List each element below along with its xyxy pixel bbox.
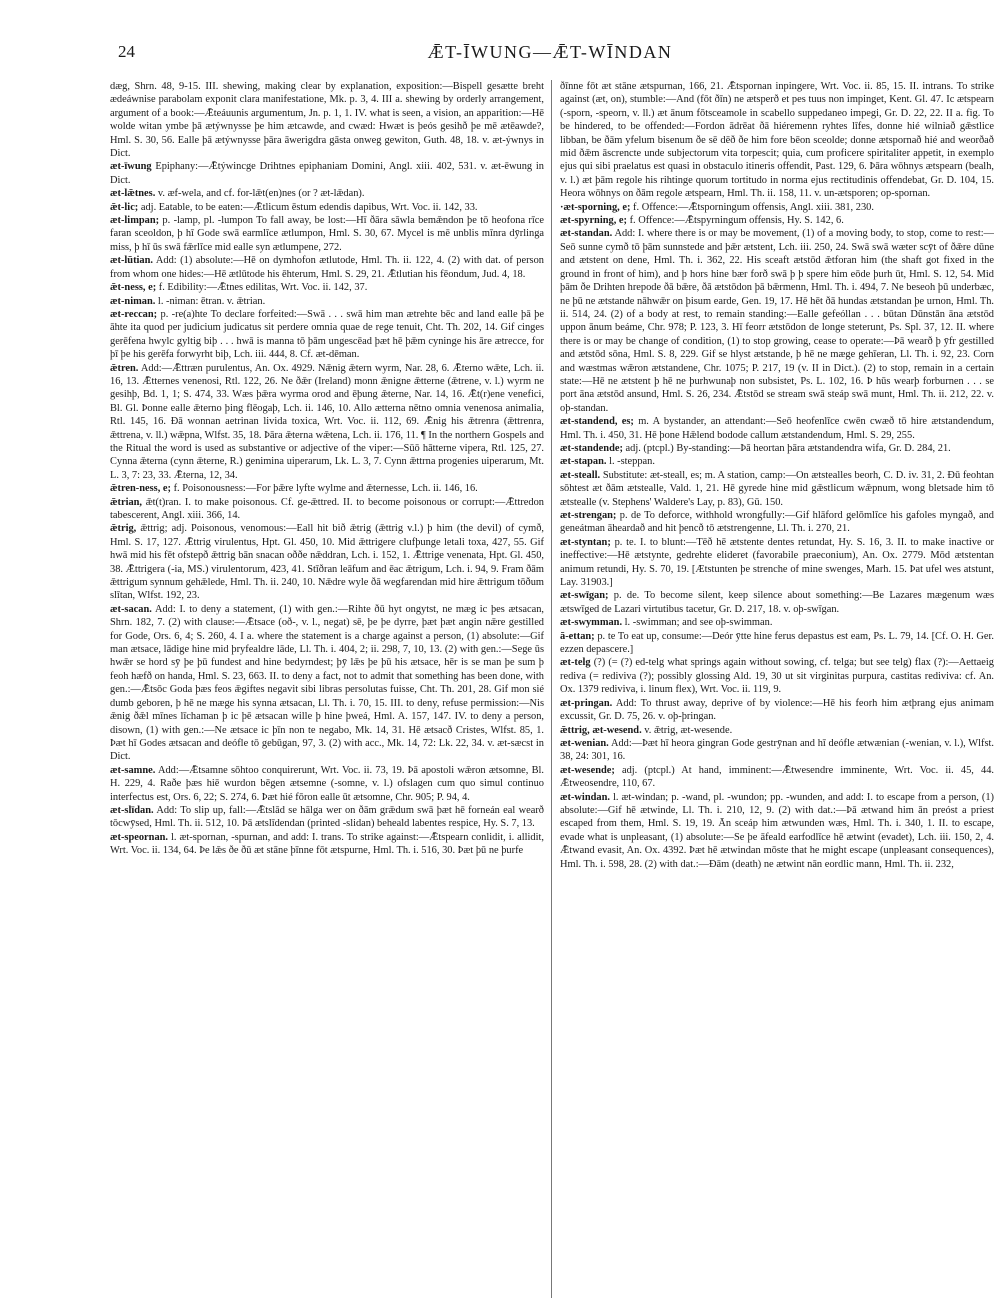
dictionary-entry — [110, 308, 544, 362]
dictionary-entry — [110, 522, 544, 602]
dictionary-entry — [560, 455, 994, 468]
entry-headword: ǣtren. — [110, 362, 139, 374]
dictionary-entry — [110, 187, 544, 200]
entry-text: p. de. To become silent, keep silence about something:—Be Lazares mægenum wæs ætswīged de Lazari virtutibus tacetur, Gr. D. 217, 18. v. oþ-swīgan. — [560, 590, 994, 615]
dictionary-entry — [560, 442, 994, 455]
dictionary-entry — [110, 281, 544, 294]
entry-headword: æt-telg — [560, 657, 591, 669]
entry-text: v. æf-wela, and cf. for-lǣt(en)nes (or ? æt-lǣdan). — [155, 188, 365, 200]
entry-headword: ǣtrig, — [110, 523, 137, 535]
entry-headword: ǣtrian, — [110, 496, 143, 508]
entry-headword: æt-swīgan; — [560, 590, 609, 602]
entry-text: Substitute: æt-steall, es; m. A station, camp:—On ætstealles beorh, C. D. iv. 31, 2. Ðū feohtan sōhtest æt ðām ætstealle, Vald. 1, 21. Hē gyrede hine mid gǣstlicum wǣpnum, wong bletsade him tō ætstealle (v. Stephens' Waldere's Lay, p. 83), Gū. 150. — [560, 469, 994, 508]
dictionary-entry — [110, 160, 544, 187]
entry-text: adj. (ptcpl.) By-standing:—Þā heortan þāra ætstandendra wifa, Gr. D. 284, 21. — [622, 442, 951, 454]
right-column — [560, 80, 994, 1300]
entry-headword: æt-niman. — [110, 295, 156, 307]
entry-headword: æt-sacan. — [110, 603, 152, 615]
dictionary-entry — [110, 201, 544, 214]
entry-headword: ǣt-lic; — [110, 201, 139, 213]
entry-headword: æt-pringan. — [560, 697, 613, 709]
dictionary-entry — [560, 656, 994, 696]
entry-headword: æt-lǣtnes. — [110, 188, 156, 200]
dictionary-entry — [110, 831, 544, 858]
entry-text: Add:—Ǣttræn purulentus, An. Ox. 4929. Nǣnig ǣtern wyrm, Nar. 28, 6. Ǣterno wǣte, Lch. ii. 16, 13. Ǣtternes venenosi, Rtl. 122, 26. Ne ðǣr (Ireland) monn ǣnigne ǣtterne (ǣtrene, v. l.) wyrm ne gesihþ, Bd. 1, 1; S. 474, 33. Wæs þǣra wyrma orod and ēþung ǣterne, Nar. 14, 16. Ǣt(r)ene venefici, Bl. Gl. Þonne ealle ǣterno þing flēogaþ, Lch. ii. 146, 10. Allo ætterna nētno omnia venenosa animalia, Rtl. 145, 16. Ðā wonnan aetrinan livida toxica, Wrt. Voc. ii. 112, 69. Ǣnig his ǣtrenra (ǣttrenra, ǣttrena, v. ll.) wǣpna, Wlfst. 35, 18. Þāra ǣterna wǣtena, Lch. ii. 176, 11. ¶ In the northern Gospels and the Ritual the word is used as substantive or adjective of the viper:—Sūō hātterne vipera, Rtl. 125, 27. Cynna ǣterna (cynn ǣterne, R.) genimina uiperarum, Lk. L. 3, 7. Cynn ǣttrna progenies uiperarum, Mt. L. 3, 7: 23, 33. Ǣterna, 12, 34. — [110, 362, 544, 481]
entry-headword: æt-īwung — [110, 161, 152, 173]
entry-headword: ǣt-ness, e; — [110, 282, 157, 294]
entry-text: p. -re(a)hte To declare forfeited:—Swā . . . swā him man ætrehte bēc and land ealle þā þe āhte ita quod per judicium judicatus sit perdere omnia quae de rege tenuit, Cht. Th. 202, 14. Gif cinges gerēfena hwylc gyltig biþ . . . hwā is manna tō þām ungescēad þæt hē þǣm cyninge his āre ætrecce, for þī þe his gerēfa forwyrht biþ, Lch. iii. 444, 8. Cf. æt-dēman. — [110, 308, 544, 361]
entry-text: m. A bystander, an attendant:—Seō heofenlīce cwēn cwæð tō hire ætstandendum, Hml. Th. i. 450, 31. Hē þone Hǣlend bodode callum ætstandendum, Hml. S. 29, 255. — [560, 416, 994, 441]
entry-headword: ·æt-sporning, e; — [560, 201, 631, 213]
dictionary-entry — [110, 214, 544, 254]
entry-headword: æt-slīdan. — [110, 804, 154, 816]
entry-text: l. -steppan. — [606, 456, 655, 468]
dictionary-entry — [560, 201, 994, 214]
entry-headword: æt-limpan; — [110, 215, 160, 227]
dictionary-entry — [560, 724, 994, 737]
entry-text: Add: To thrust away, deprive of by violence:—Hē his feorh him ætþrang ejus animam excussit, Gr. D. 75, 26. v. oþ-þringan. — [560, 697, 994, 723]
dictionary-entry — [560, 509, 994, 536]
running-title: ǢT-ĪWUNG—ǢT-WĪNDAN — [427, 42, 673, 62]
dictionary-entry — [560, 697, 994, 724]
dictionary-entry — [110, 603, 544, 764]
entry-text: v. ǣtrig, æt-wesende. — [641, 724, 733, 736]
dictionary-entry — [560, 589, 994, 616]
entry-headword: æt-standan. — [560, 228, 613, 240]
entry-headword: æt-wesende; — [560, 764, 615, 776]
entry-text: p. de To deforce, withhold wrongfully:—Gif hlāford gelōmlīce his gafoles myngað, and geneátman āheardað and hit þencð tō ætstrengenne, Ll. Th. i. 270, 21. — [560, 510, 994, 535]
dictionary-entry — [560, 80, 994, 201]
entry-headword: æt-windan. — [560, 791, 610, 803]
dictionary-entry — [110, 496, 544, 523]
entry-text: Add: To slip up, fall:—Ǣtslād se hālga wer on ðām grǣdum swā þæt hē forneán eal wearð tōcwȳsed, Hml. Th. ii. 512, 10. Þā ætslīdendan (printed -slidan) beheald labentes respice, Hy. S. 7, 13. — [110, 804, 544, 830]
dictionary-entry — [560, 214, 994, 227]
entry-text: p. -lamp, pl. -lumpon To fall away, be lost:—Hī ðāra sāwla bemǣndon þe tō heofona rīce faran sceoldon, þ hī Gode swā earmlīce ætlumpon, Hml. S. 30, 67. Mycel is mē unblis mīnra dȳrlinga miss, þ hī ūs swā fǣrlīce mid ealle syn ætlumpene, 272. — [110, 215, 544, 253]
page-header — [118, 42, 982, 66]
entry-text: (?) (= (?) ed-telg what springs again without sowing, cf. telga; but see telg) flax (?):—Aettaeig rediva (= rediviva (?); possibly glossing Ald. 19, 30 ut sit virginitas purpura, castitas rediviva: cf. An. Ox. 1379 rediviva, i. linum flex), Wrt. Voc. ii. 119, 9. — [560, 657, 994, 696]
entry-headword: ā-ettan; — [560, 630, 595, 642]
entry-headword: ǣttrig, æt-wesend. — [560, 724, 642, 736]
entry-headword: æt-lūtian. — [110, 255, 154, 267]
entry-text: ǣttrig; adj. Poisonous, venomous:—Eall hit bið ǣtrig (ǣttrig v.l.) þ him (the devil) of cymð, Hml. S. 17, 127. Ǣttrig virulentus, Hpt. Gl. 450, 10. Mid ǣttrigere clufþunge letali toxa, 427, 55. Gif hwā mid his fēt ofstepð ǣttrig bān snacan oððe nǣddran, Lch. i. 152, 1. Ǣttrige venenata, Hpt. Gl. 450, 38. Ǣttrigera (-ia, MS.) virulentorum, 423, 41. Stīðran leāfum and ēac ǣtrigum, Lch. i. 94, 9. Fram ðām ǣttrigum synnum gehǣlede, Hml. Th. ii. 240, 10. Nǣdre wyle ðā wegfarendan mid hire ǣttrigum tōðum slītan, Wlfst. 192, 23. — [110, 523, 544, 602]
entry-headword: æt-steall. — [560, 469, 601, 481]
dictionary-entry — [110, 764, 544, 804]
entry-text: p. te To eat up, consume:—Deór ȳtte hine ferus depastus est eam, Ps. L. 79, 14. [Cf. O. H. Ger. ezzen depascere.] — [560, 630, 994, 656]
dictionary-entry — [560, 415, 994, 442]
entry-headword: æt-standende; — [560, 442, 623, 454]
entry-text: adj. Eatable, to be eaten:—Ǣtlicum ēstum edendis dapibus, Wrt. Voc. ii. 142, 33. — [138, 201, 478, 213]
dictionary-entry — [560, 469, 994, 509]
entry-text: l. -niman: ētran. v. ǣtrian. — [155, 295, 266, 307]
entry-text: ðīnne fōt æt stāne ætspurnan, 166, 21. Ǣtspornan inpingere, Wrt. Voc. ii. 85, 15. II. intrans. To strike against (æt, on), stumble:—And (fōt ðīn) ne ætsperð et pes tuus non impinget, Kent. Gl. 47. Ic ætspearn (-sporn, -speorn, v. ll.) æt ānum fōtsceamole in scabello suppedaneo impegi, Gr. D. 22, 22. II a. fig. To be hindered, to be offended:—Fordon ādrēat ðā hiéremenn ryhtes līfes, donne hié wilniað gǣstlice libban, be ðām yfelum bisenum ðe sē dēð ðe him fore bēon sceolde; donne ætspornað hié and weorðað mid ðǣm āscrencte unde subjectorum vita torpescit; quia, cum proficere spiritaliter appetit, in exemplo ejus qui sibi praelatus est quasi in obstaculo itineris offendit, Past. 129, 6. Þāra wōhnys ætspearn (bealh, v. l.) æt þām regole his rihtinge quorum tortitudo in norma ejus rectitudinis offendebat, Gr. D. 104, 15. Heora wōhnys on ðām regole ætspearn, Hml. Th. ii. 158, 11. v. un-ætsporen; op-spornan. — [560, 81, 994, 200]
dictionary-entry — [560, 536, 994, 590]
entry-text: Add: I. where there is or may be movement, (1) of a moving body, to stop, come to rest:—Seō sunne cymð tō þām sunnstede and þǣr ætstent, Lch. iii. 250, 24. Swā swā wæter scȳt of ðǣre dūne and ætstent on dene, Hml. Th. i. 362, 22. His sceaft ætstōd ǣtforan him (the shaft got fixed in the ground in front of him), and þ hors hine bær forð swā þ þ spere him eōde þurh ūt, Hml. S. 12, 54. Mid þām ðe Drihten hrepode ðā bǣre, ðā ætstōdon þā bǣrmenn, Hml. Th. i. 494, 7. Ne beseoh þū underbæc, ne þū ne ætstande nāhwǣr on þisum earde, Gen. 19, 17. Hē hēt ðā hundas ætstandan þe urnon, Hml. Th. ii. 514, 24. (2) of a body at rest, to remain standing:—Ealle gefeóllan . . . būtan Dūnstān āna ætstōd uppon ānum beáme, Chr. 978; P. 123, 3. Hī feorr ætstōdon de longe steterunt, Ps. Spl. 37, 12. II. where there is or may be change of condition, (1) to stop growing, cease to operate:—Þā wearð þ ȳfr gestilled and ætstōd sōna, Hml. S. 8, 229. Gif se hlyst ætstande, þ hē ne mæge gehīeran, Ll. Th. i. 92, 23. Corn and wæstmas wǣron ætstandene, Chr. 1075; P. 217, 19 (v. II in Dict.). (2) to stop, remain in a certain state:—Hē ne ætstent þ hē ne þurhwunaþ non subsistet, Ps. L. 102, 16. Þ hūs wearþ forburnen . . . se port āna ætstōd ansund, Hml. S. 26, 234. Ǣtstōd se stream swā steáp swā munt, Hml. Th. ii. 212, 22. v. oþ-standan. — [560, 228, 994, 414]
dictionary-entry — [560, 227, 994, 415]
entry-headword: æt-spyrning, e; — [560, 215, 627, 227]
entry-headword: ǣtren-ness, e; — [110, 483, 171, 495]
dictionary-entry — [110, 80, 544, 160]
entry-text: Add: I. to deny a statement, (1) with gen.:—Rihte ðū hyt ongytst, ne mæg ic þes ætsacan, Shrn. 182, 7. (2) with clause:—Ǣtsace (oð-, v. l., negat) sē, þe þe dyrre, þæt þæt angin nǣre gestilled for Gode, Ors. 6, 4; S. 260, 4. I a. where the statement is a charge against a person, (1) absolute:—Gif man ætsace, lādige hine mid þryfealdre lāde, Ll. Th. i. 404, 2; ii. 298, 7, 10, 13. (2) with gen.:—Sege ūs hwǣr se hord sȳ þe þū fundest and hine bedyrndest; þȳ lǣs þe þū his ætsace, hēr is se man þe sum þ feoh hæfð on handa, Hml. S. 23, 663. II. to deny a fact, not to admit that something has been done, with gen.:—Ǣtsōc Goda þæs feos ǣgiftes negavit sibi libras persolutas fuisse, Cht. Th. 201, 28. Gif mon sié dumb geboren, þ hē ne mæge his synna ætsacan, Ll. Th. i. 70, 15. III. to deny, refuse permission:—Nis ǣnig ðǣl mīnes līchaman þ ic þē ætsacan wille þ hine þweá, Hml. A. 157, 147. IV. to deny a person, disown, (1) with gen.:—Ne ætsace ic þīn non te negabo, Mk. 14, 31. Hē ætsacð Cristes, Wlfst. 85, 1. Þæt hī Godes ætsacan and deófle tō gebūgan, 97, 3. (2) with acc., Mk. 14, 72: Lk. 22, 34. v. æt-sæcst in Dict. — [110, 603, 544, 763]
entry-headword: æt-wenian. — [560, 737, 609, 749]
dictionary-entry — [110, 804, 544, 831]
entry-text: p. te. I. to blunt:—Tēð hē ætstente dentes retundat, Hy. S. 16, 3. II. to make inactive or ineffective:—Hē ætstynte, gedrehte elideret (favorabile praeconium), An. Ox. 2779. Mōd ætstentan animum retundi, Hy. S. 70, 19. [Ætstunten þe strenche of mine swenges, Marh. 15. Þat ufel wes atstunt, Lay. 31903.] — [560, 536, 994, 589]
entry-headword: æt-styntan; — [560, 536, 611, 548]
entry-text: Add:—Þæt hī heora gingran Gode gestrȳnan and hī deófle ætwænian (-wenian, v. l.), Wlfst. 38, 24: 301, 16. — [560, 737, 994, 763]
entry-text: l. æt-windan; p. -wand, pl. -wundon; pp. -wunden, and add: I. to escape from a person, (1) absolute:—Gif hē ætwinde, Ll. Th. i. 210, 12, 9. (2) with dat.:—Þā ætwand him ān preóst a priest escaped from them, Hml. S. 19, 19. Ān sceáp him ætwunden wæs, Hml. Th. i. 340, 1. II. to escape, evade what is unpleasant, (1) absolute:—Se þe āfeald earfodlīce hē ætwint (evadet), Lch. iii. 150, 2, 4. Ǣtwand evasit, An. Ox. 4392. Þæt hē ætwindan mōste that he might escape (unpleasant consequences), Hml. Th. i. 598, 28. (2) with dat.:—Ðām (death) ne ætwint nān eordlic mann, Hml. Th. ii. 232, — [560, 791, 994, 870]
page-number: 24 — [118, 42, 135, 61]
column-divider — [551, 80, 552, 1298]
entry-text: f. Edibility:—Ǣtnes edilitas, Wrt. Voc. ii. 142, 37. — [156, 282, 368, 294]
entry-headword: æt-samne. — [110, 764, 156, 776]
entry-headword: æt-stapan. — [560, 456, 607, 468]
dictionary-entry — [560, 791, 994, 871]
entry-text: adj. (ptcpl.) At hand, imminent:—Ǣtwesendre imminente, Wrt. Voc. ii. 45, 44. Ǣtweosendre, 110, 67. — [560, 764, 994, 790]
dictionary-entry — [110, 482, 544, 495]
entry-headword: æt-reccan; — [110, 308, 158, 320]
entry-text: ǣt(t)ran. I. to make poisonous. Cf. ge-ǣttred. II. to become poisonous or corrupt:—Ǣttredon tabescerent, Angl. xiii. 366, 14. — [110, 496, 544, 521]
dictionary-entry — [110, 295, 544, 308]
entry-text: f. Offence:—Ǣtsporningum offensis, Angl. xiii. 381, 230. — [630, 201, 874, 213]
entry-text: dæg, Shrn. 48, 9-15. III. shewing, making clear by explanation, exposition:—Bispell gesætte breht ædeáwnise parabolam exponit clara manifestatione, Mk. p. 3, 4. III a. shewing by orderly arrangement, argument of a book:—Ǣteáuunis argumentum, Jn. p. 1, 1. IV. what is seen, a vision, an apparition:—Hē wolde witan ymbe þā ætýwnysse þe him ætcawde, and cwæd: Hwæt is þeós gesihð þe mē ætēawde?, Hml. S. 30, 56. Ealle þā ætýwnysse þāra āwerigdra gāsta onweg gewiton, Guth. 48, 18. v. æt-ýwnys in Dict. — [110, 81, 544, 160]
entry-text: Epiphany:—Ǣtýwincge Drihtnes epiphaniam Domini, Angl. xiii. 402, 531. v. æt-ēwung in Dict. — [110, 161, 544, 186]
entry-text: l. æt-spornan, -spurnan, and add: I. trans. To strike against:—Ǣtspearn conlidit, i. allidit, Wrt. Voc. ii. 134, 64. Þe lǣs ðe ðū æt stāne þīnne fōt ætspurne, Hml. Th. i. 516, 30. Þæt þū ne þurfe — [110, 831, 544, 857]
dictionary-entry — [560, 737, 994, 764]
dictionary-entry — [560, 616, 994, 629]
entry-headword: æt-strengan; — [560, 510, 617, 521]
entry-headword: æt-swymman. — [560, 617, 623, 629]
entry-text: f. Poisonousness:—For þǣre lyfte wylme and ǣternesse, Lch. ii. 146, 16. — [170, 483, 478, 495]
dictionary-entry — [110, 362, 544, 483]
entry-text: Add:—Ǣtsamne sōhtoo conquirerunt, Wrt. Voc. ii. 73, 19. Þā apostoli wǣron ætsomne, Bl. H. 229, 4. Raðe þæs hiē wurdon bēgen ætsemne (-somne, v. l.) ofslagen cum quo simul continuo interfectus est, Ors. 6, 22; S. 274, 6. Þæt hié fōron ealle ūt ætsomne, Chr. 905; P. 94, 4. — [110, 764, 544, 803]
dictionary-entry — [560, 630, 994, 657]
entry-text: f. Offence:—Ǣtspyrningum offensis, Hy. S. 142, 6. — [626, 215, 844, 227]
entry-headword: æt-standend, es; — [560, 416, 634, 428]
entry-text: l. -swimman; and see oþ-swimman. — [622, 617, 773, 629]
entry-text: Add: (1) absolute:—Hē on dymhofon ætlutode, Hml. Th. ii. 122, 4. (2) with dat. of person from whom one hides:—Hē ætlūtode his ēhterum, Hml. S. 29, 21. Ǣtlutian his fēondum, Jud. 4, 18. — [110, 255, 544, 280]
dictionary-entry — [560, 764, 994, 791]
dictionary-entry — [110, 254, 544, 281]
left-column — [110, 80, 544, 1300]
entry-headword: æt-speornan. — [110, 831, 169, 843]
